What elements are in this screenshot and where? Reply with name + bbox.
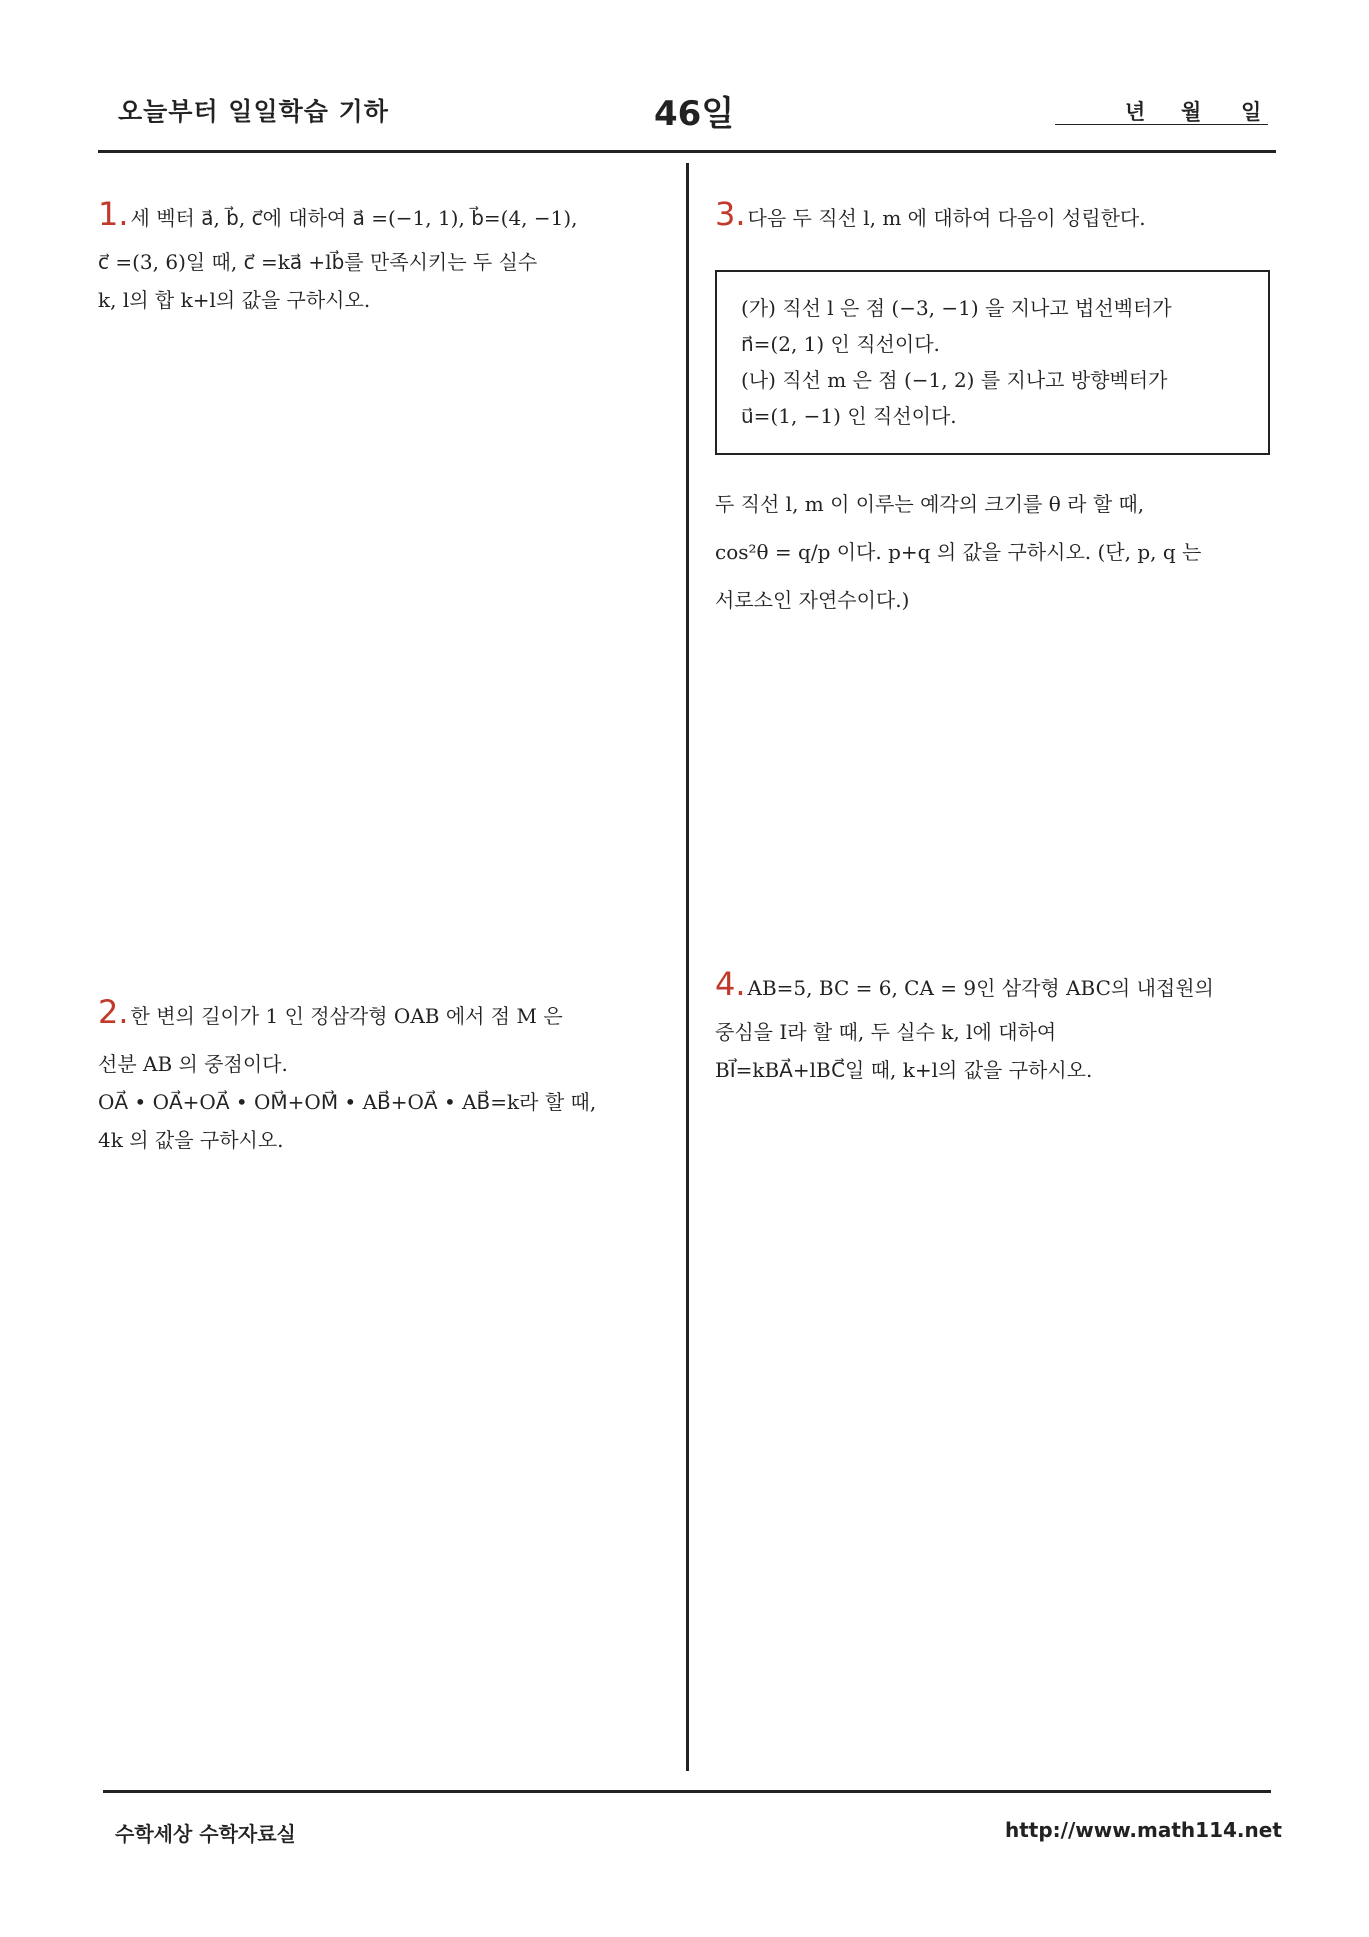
series-title: 오늘부터 일일학습 기하 <box>118 97 389 126</box>
problem-3-tail-3: 서로소인 자연수이다.) <box>715 588 910 612</box>
condition-line-3: (나) 직선 m 은 점 (−1, 2) 를 지나고 방향벡터가 <box>741 368 1168 392</box>
problem-1-line-3: k, l의 합 k+l의 값을 구하시오. <box>98 288 371 312</box>
problem-4-line-2: 중심을 I라 할 때, 두 실수 k, l에 대하여 <box>715 1020 1057 1044</box>
problem-3-condition-box <box>715 270 1270 455</box>
date-day-label: 일 <box>1241 100 1262 124</box>
footer-url[interactable]: http://www.math114.net <box>1005 1818 1282 1842</box>
problem-2-line-1 <box>98 993 658 1035</box>
problem-3 <box>715 195 1275 237</box>
problem-2-line-2: 선분 AB 의 중점이다. <box>98 1052 288 1076</box>
problem-2-line-3: OA⃗ • OA⃗+OA⃗ • OM⃗+OM⃗ • AB⃗+OA⃗ • AB⃗=k라 할 때, <box>98 1090 597 1114</box>
problem-4-number: 4. <box>715 965 746 1003</box>
date-month-label: 월 <box>1181 100 1202 124</box>
problem-4-line-3: BI⃗=kBA⃗+lBC⃗일 때, k+l의 값을 구하시오. <box>715 1058 1093 1082</box>
footer-site-name: 수학세상 수학자료실 <box>115 1822 296 1846</box>
problem-2-number: 2. <box>98 993 129 1031</box>
problem-2-text-1: 한 변의 길이가 1 인 정삼각형 OAB 에서 점 M 은 <box>130 1004 563 1028</box>
condition-line-2: n⃗=(2, 1) 인 직선이다. <box>741 332 940 356</box>
problem-4-text-1: AB=5, BC = 6, CA = 9인 삼각형 ABC의 내접원의 <box>747 976 1214 1000</box>
date-fields <box>1055 96 1268 125</box>
problem-2-line-4: 4k 의 값을 구하시오. <box>98 1128 284 1152</box>
problem-1 <box>98 195 658 319</box>
problem-2 <box>98 993 658 1159</box>
problem-3-tail-2: cos²θ = q/p 이다. p+q 의 값을 구하시오. (단, p, q 는 <box>715 540 1202 564</box>
problem-3-question <box>715 480 1275 624</box>
problem-4 <box>715 965 1275 1089</box>
problem-3-intro-line <box>715 195 1275 237</box>
condition-line-4: u⃗=(1, −1) 인 직선이다. <box>741 404 957 428</box>
date-year-label: 년 <box>1125 100 1146 124</box>
problem-1-text-1: 세 벡터 a⃗, b⃗, c⃗에 대하여 a⃗ =(−1, 1), b⃗=(4, −1), <box>130 206 578 230</box>
problem-3-tail-1: 두 직선 l, m 이 이루는 예각의 크기를 θ 라 할 때, <box>715 492 1145 516</box>
problem-1-line-2: c⃗ =(3, 6)일 때, c⃗ =ka⃗ +lb⃗를 만족시키는 두 실수 <box>98 250 538 274</box>
problem-4-line-1 <box>715 965 1275 1007</box>
condition-line-1: (가) 직선 l 은 점 (−3, −1) 을 지나고 법선벡터가 <box>741 296 1172 320</box>
problem-1-number: 1. <box>98 195 129 233</box>
problem-3-intro: 다음 두 직선 l, m 에 대하여 다음이 성립한다. <box>747 206 1146 230</box>
problem-1-line-1 <box>98 195 658 237</box>
problem-3-number: 3. <box>715 195 746 233</box>
column-divider <box>686 163 689 1771</box>
footer-divider <box>103 1790 1271 1793</box>
page-header <box>98 92 1274 152</box>
header-divider <box>98 150 1276 153</box>
day-title: 46일 <box>654 94 735 134</box>
